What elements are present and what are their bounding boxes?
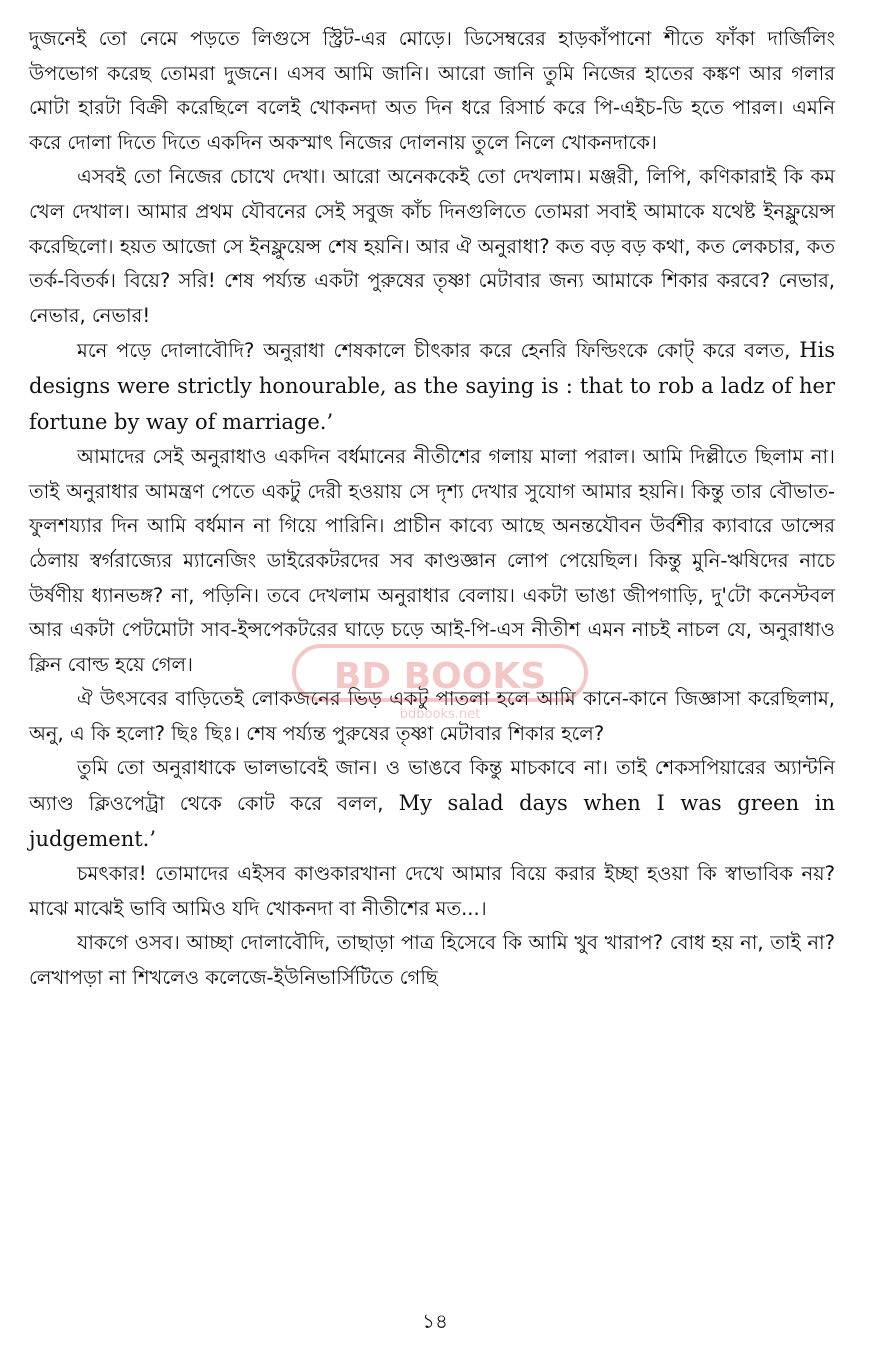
paragraph-text: তুমি তো অনুরাধাকে ভালভাবেই জান। ও ভাঙবে কিন্তু মাচকাবে না। তাই শেকসপিয়ারের অ্যান্টনি অ্যাণ্ড ক্লিওপেট্রা থেকে কোট করে বলল, <box>29 756 835 816</box>
page-number: ১৪ <box>422 1309 448 1333</box>
paragraph <box>29 440 835 682</box>
paragraph <box>29 682 835 751</box>
paragraph <box>29 926 835 995</box>
paragraph <box>29 333 835 440</box>
watermark-brand-text: BD BOOKS <box>333 656 547 697</box>
paragraph-text: যাকগে ওসব। আচ্ছা দোলাবৌদি, তাছাড়া পাত্র হিসেবে কি আমি খুব খারাপ? বোধ হয় না, তাই না? লেখাপড়া না শিখলেও কলেজে-ইউনিভার্সিটিতে গেছি <box>29 931 835 990</box>
paragraph-text: এসবই তো নিজের চোখে দেখা। আরো অনেককেই তো দেখলাম। মঞ্জরী, লিপি, কণিকারাই কি কম খেল দেখাল। আমার প্রথম যৌবনের সেই সবুজ কাঁচ দিনগুলিতে তোমরা সবাই আমাকে যথেষ্ট ইনফ্লুয়েন্স করেছিলো। হয়ত আজো সে ইনফ্লুয়েন্স শেষ হয়নি। আর ঐ অনুরাধা? কত বড় বড় কথা, কত লেকচার, কত তর্ক-বিতর্ক। বিয়ে? সরি! শেষ পর্য্যন্ত একটা পুরুষের তৃষ্ণা মেটাবার জন্য আমাকে শিকার করবে? নেভার, নেভার, নেভার! <box>29 165 835 327</box>
watermark-url-text: bdbooks.net <box>399 707 481 722</box>
paragraph-text: মনে পড়ে দোলাবৌদি? অনুরাধা শেষকালে চীৎকার করে হেনরি ফিল্ডিংকে কোট্ করে বলত, <box>77 339 800 363</box>
english-quote-text: His designs were strictly honourable, as the saying is : that to rob a ladz of her fortune by way of marriage.’ <box>29 338 835 434</box>
paragraph <box>29 751 835 857</box>
english-quote-text: My salad days when I was green in judgement.’ <box>29 791 836 851</box>
paragraph <box>29 22 835 160</box>
paragraph-text: চমৎকার! তোমাদের এইসব কাণ্ডকারখানা দেখে আমার বিয়ে করার ইচ্ছা হওয়া কি স্বাভাবিক নয়? মাঝে মাঝেই ভাবি আমিও যদি খোকনদা বা নীতীশের মত...। <box>29 862 835 920</box>
paragraph-text: দুজনেই তো নেমে পড়তে লিগুসে স্ট্রিট-এর মোড়ে। ডিসেম্বরের হাড়কাঁপানো শীতে ফাঁকা দার্জিলিং উপভোগ করেছ তোমরা দুজনে। এসব আমি জানি। আরো জানি তুমি নিজের হাতের কঙ্কণ আর গলার মোটা হারটা বিক্রী করেছিলে বলেই খোকনদা অত দিন ধরে রিসার্চ করে পি-এইচ-ডি হতে পারল। এমনি করে দোলা দিতে দিতে একদিন অকস্মাৎ নিজের দোলনায় তুলে নিলে খোকনদাকে। <box>29 27 835 154</box>
book-page-text <box>29 22 835 996</box>
paragraph <box>29 857 835 926</box>
paragraph <box>29 160 835 333</box>
paragraph-text: ঐ উৎসবের বাড়িতেই লোকজনের ভিড় একটু পাতলা হলে আমি কানে-কানে জিজ্ঞাসা করেছিলাম, অনু, এ কি হলো? ছিঃ ছিঃ। শেষ পর্য্যন্ত পুরুষের তৃষ্ণা মেটাবার শিকার হলে? <box>29 687 835 745</box>
paragraph-text: আমাদের সেই অনুরাধাও একদিন বর্ধমানের নীতীশের গলায় মালা পরাল। আমি দিল্লীতে ছিলাম না। তাই অনুরাধার আমন্ত্রণ পেতে একটু দেরী হওয়ায় সে দৃশ্য দেখার সুযোগ আমার হয়নি। কিন্তু তার বৌভাত-ফুলশয্যার দিন আমি বর্ধমান না গিয়ে পারিনি। প্রাচীন কাব্যে আছে অনন্তযৌবন উর্বশীর ক্যাবারে ডান্সের ঠেলায় স্বর্গরাজ্যের ম্যানেজিং ডাইরেকটরদের সব কাণ্ডজ্ঞান লোপ পেয়েছিল। কিন্তু মুনি-ঋষিদের নাচে উর্ষণীয় ধ্যানভঙ্গ? না, পড়িনি। তবে দেখলাম অনুরাধার বেলায়। একটা ভাঙা জীপগাড়ি, দু'টো কনেস্টবল আর একটা পেটমোটা সাব-ইন্সপেকটরের ঘাড়ে চড়ে আই-পি-এস নীতীশ এমন নাচই নাচল যে, অনুরাধাও ক্লিন বোল্ড হয়ে গেল। <box>29 445 835 676</box>
